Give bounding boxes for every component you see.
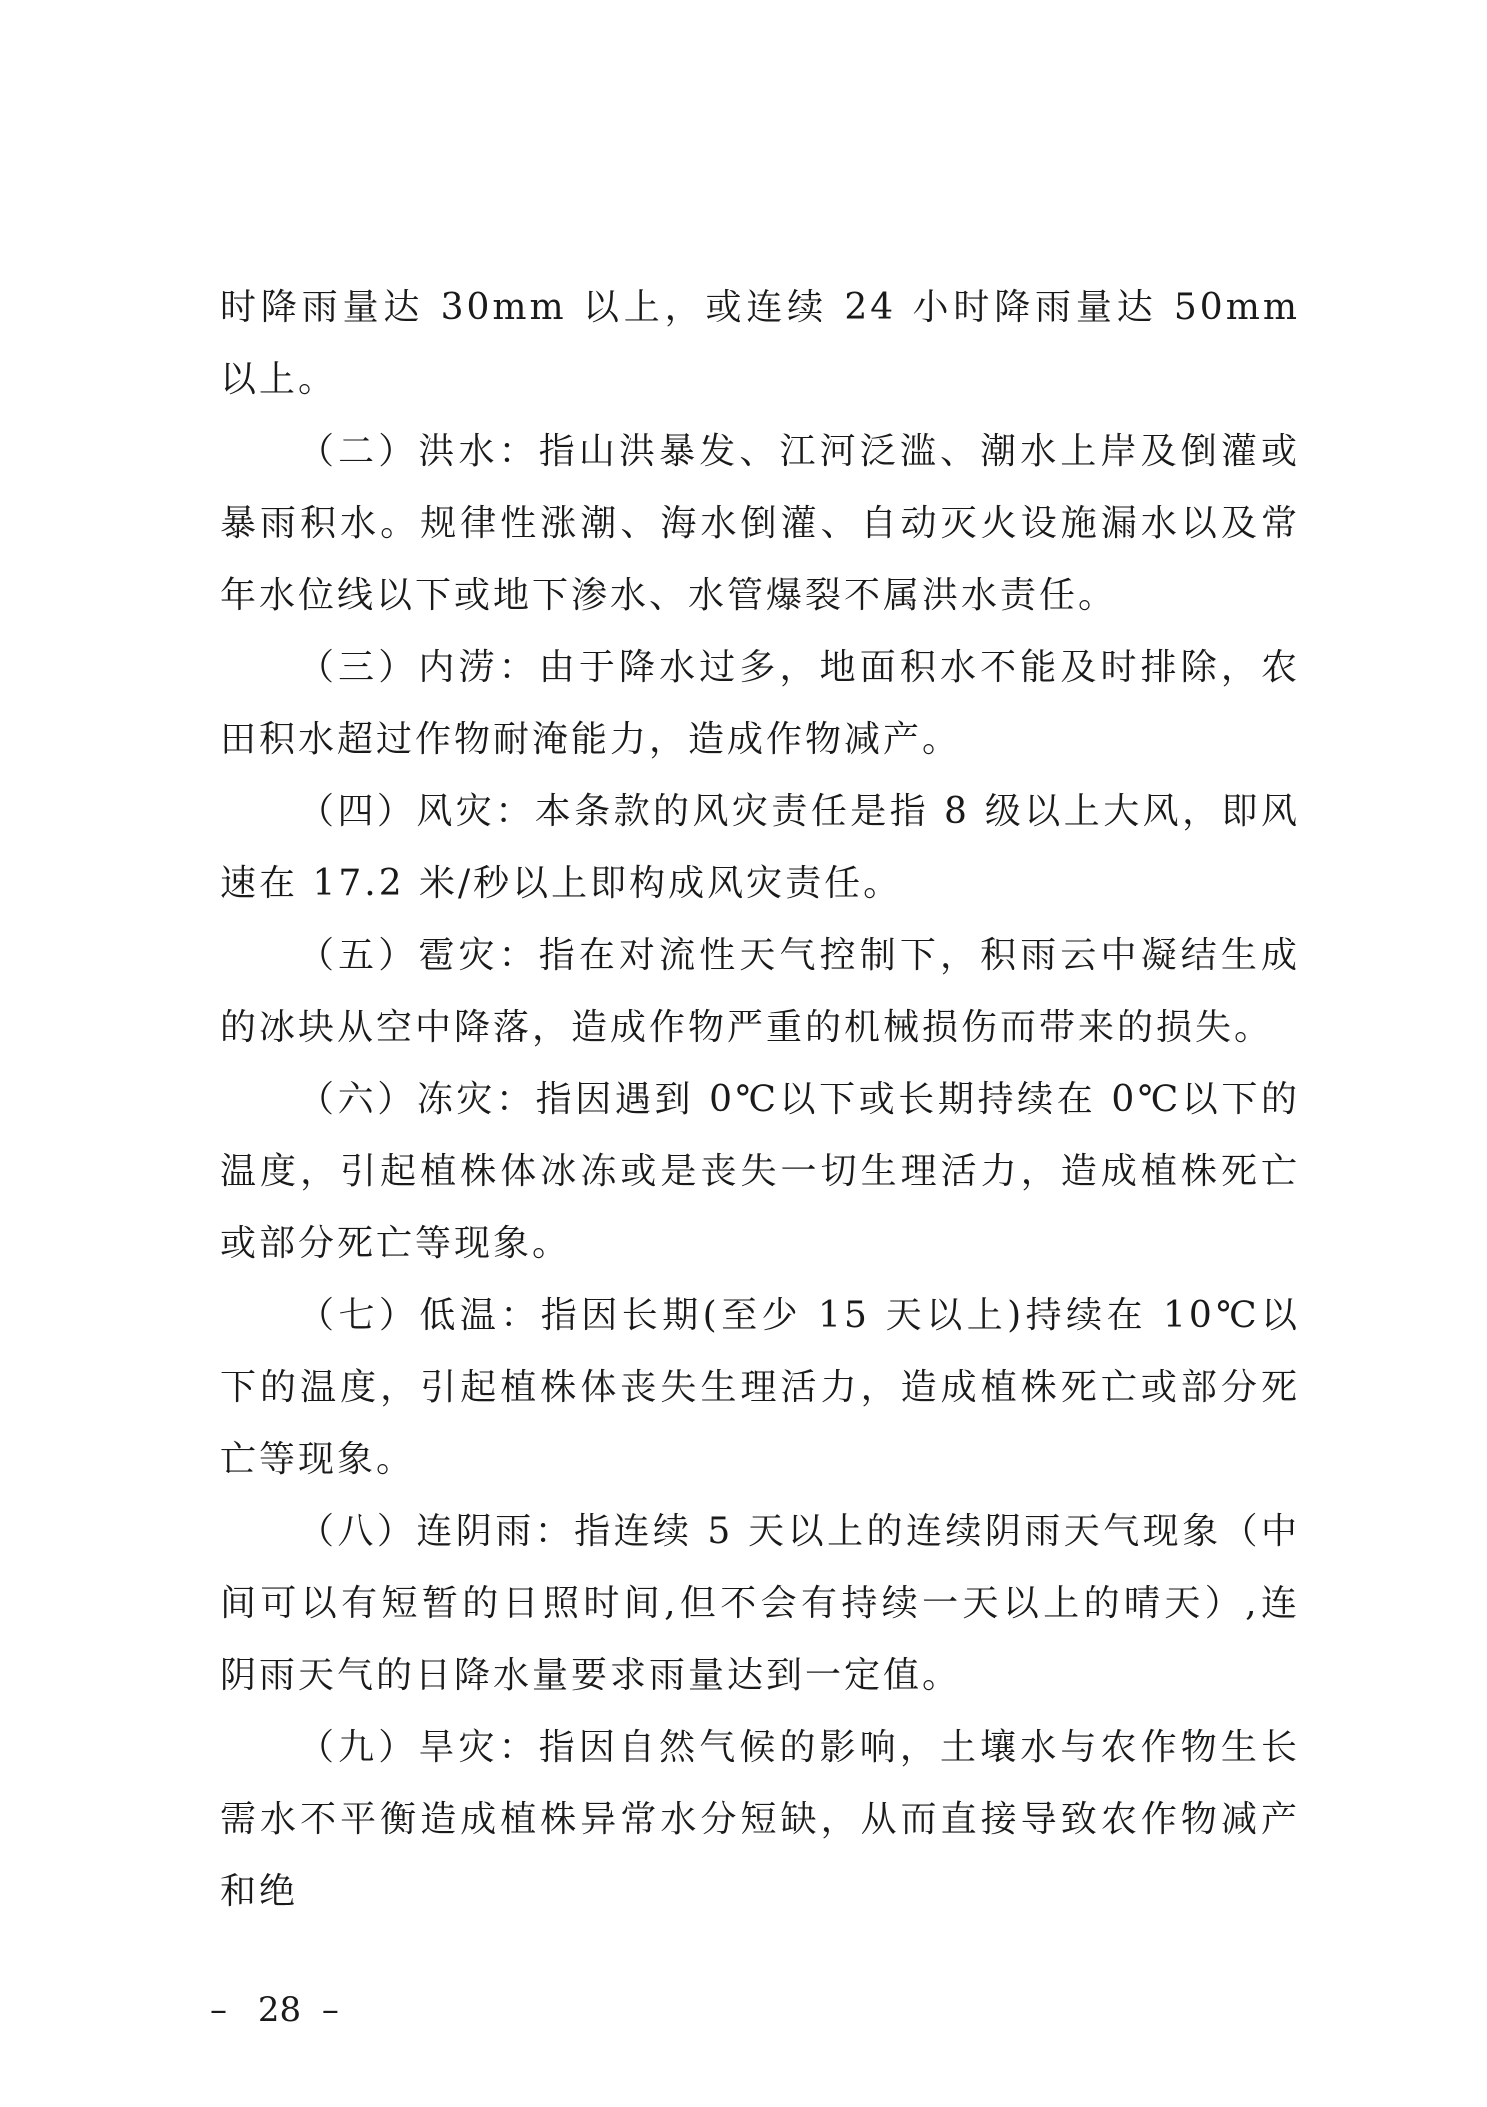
- page-number-left-dash: –: [210, 1990, 237, 2030]
- paragraph-drought: （九）旱灾：指因自然气候的影响，土壤水与农作物生长需水不平衡造成植株异常水分短缺，从而直接导致农作物减产和绝: [220, 1727, 1300, 1912]
- page-number-right-dash: –: [321, 1990, 349, 2030]
- paragraph-continuation: 时降雨量达 30mm 以上，或连续 24 小时降雨量达 50mm 以上。: [220, 287, 1300, 400]
- paragraph-continuous-rain: （八）连阴雨：指连续 5 天以上的连续阴雨天气现象（中间可以有短暂的日照时间,但不会有持续一天以上的晴天）,连阴雨天气的日降水量要求雨量达到一定值。: [220, 1511, 1300, 1696]
- page-number: [210, 1990, 349, 2030]
- paragraph-flood: （二）洪水：指山洪暴发、江河泛滥、潮水上岸及倒灌或暴雨积水。规律性涨潮、海水倒灌、自动灭火设施漏水以及常年水位线以下或地下渗水、水管爆裂不属洪水责任。: [220, 431, 1300, 616]
- paragraph-waterlogging: （三）内涝：由于降水过多，地面积水不能及时排除，农田积水超过作物耐淹能力，造成作物减产。: [220, 647, 1300, 760]
- body-text: [220, 272, 1300, 1928]
- paragraph-hail: （五）雹灾：指在对流性天气控制下，积雨云中凝结生成的冰块从空中降落，造成作物严重的机械损伤而带来的损失。: [220, 935, 1300, 1048]
- paragraph-low-temperature: （七）低温：指因长期(至少 15 天以上)持续在 10℃以下的温度，引起植株体丧失生理活力，造成植株死亡或部分死亡等现象。: [220, 1295, 1300, 1480]
- paragraph-wind-disaster: （四）风灾：本条款的风灾责任是指 8 级以上大风，即风速在 17.2 米/秒以上即构成风灾责任。: [220, 791, 1300, 904]
- page-number-value: 28: [257, 1990, 302, 2030]
- paragraph-freeze: （六）冻灾：指因遇到 0℃以下或长期持续在 0℃以下的温度，引起植株体冰冻或是丧失一切生理活力，造成植株死亡或部分死亡等现象。: [220, 1079, 1300, 1264]
